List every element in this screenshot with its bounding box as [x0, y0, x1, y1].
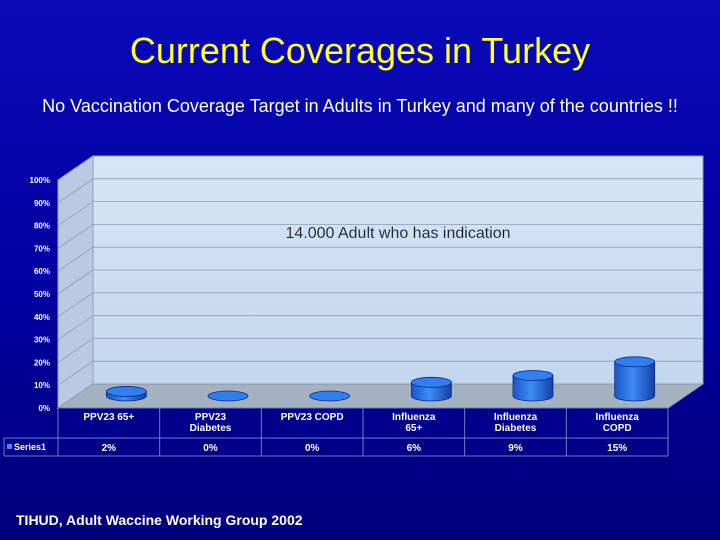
y-tick-label: 80% [33, 221, 50, 231]
y-tick-label: 60% [33, 267, 50, 277]
bar [615, 362, 655, 401]
bar-top [513, 370, 553, 380]
y-tick-label: 20% [33, 358, 50, 368]
category-label: Influenza [493, 412, 538, 423]
y-tick-label: 100% [29, 176, 50, 185]
data-label: 9% [508, 443, 523, 454]
category-label: PPV23 COPD [280, 412, 344, 423]
legend-swatch [7, 444, 12, 449]
bar-top [411, 377, 451, 387]
category-label: PPV23 [194, 412, 227, 423]
y-tick-label: 90% [33, 198, 50, 208]
data-label: 0% [304, 443, 320, 454]
data-label: 2% [101, 443, 117, 454]
category-label: COPD [602, 423, 632, 434]
y-tick-label: 30% [33, 335, 50, 345]
category-label: Diabetes [189, 423, 232, 434]
data-label: 15% [607, 443, 628, 454]
category-label: PPV23 65+ [83, 412, 135, 423]
bar-top [208, 391, 248, 401]
category-label: Influenza [595, 412, 639, 423]
y-tick-label: 0% [38, 404, 50, 413]
category-label: Influenza [392, 412, 436, 423]
data-label: 6% [406, 443, 422, 454]
bar-top [310, 391, 350, 401]
chart-floor [58, 384, 703, 408]
y-tick-label: 70% [33, 244, 50, 254]
category-label: 65+ [405, 423, 423, 434]
y-tick-label: 40% [33, 312, 50, 322]
slide-title: Current Coverages in Turkey [129, 30, 591, 71]
y-tick-label: 50% [33, 290, 50, 299]
slide-subtitle: No Vaccination Coverage Target in Adults in Turkey and many of the countries !! [42, 96, 678, 116]
source-footer: TIHUD, Adult Waccine Working Group 2002 [16, 512, 303, 528]
legend-label: Series1 [14, 442, 47, 452]
bar-top [106, 386, 146, 396]
bar-top [615, 357, 655, 367]
chart-annotation: 14.000 Adult who has indication [285, 225, 511, 242]
data-label: 0% [203, 443, 218, 454]
category-label: Diabetes [494, 423, 537, 434]
y-tick-label: 10% [33, 381, 50, 391]
